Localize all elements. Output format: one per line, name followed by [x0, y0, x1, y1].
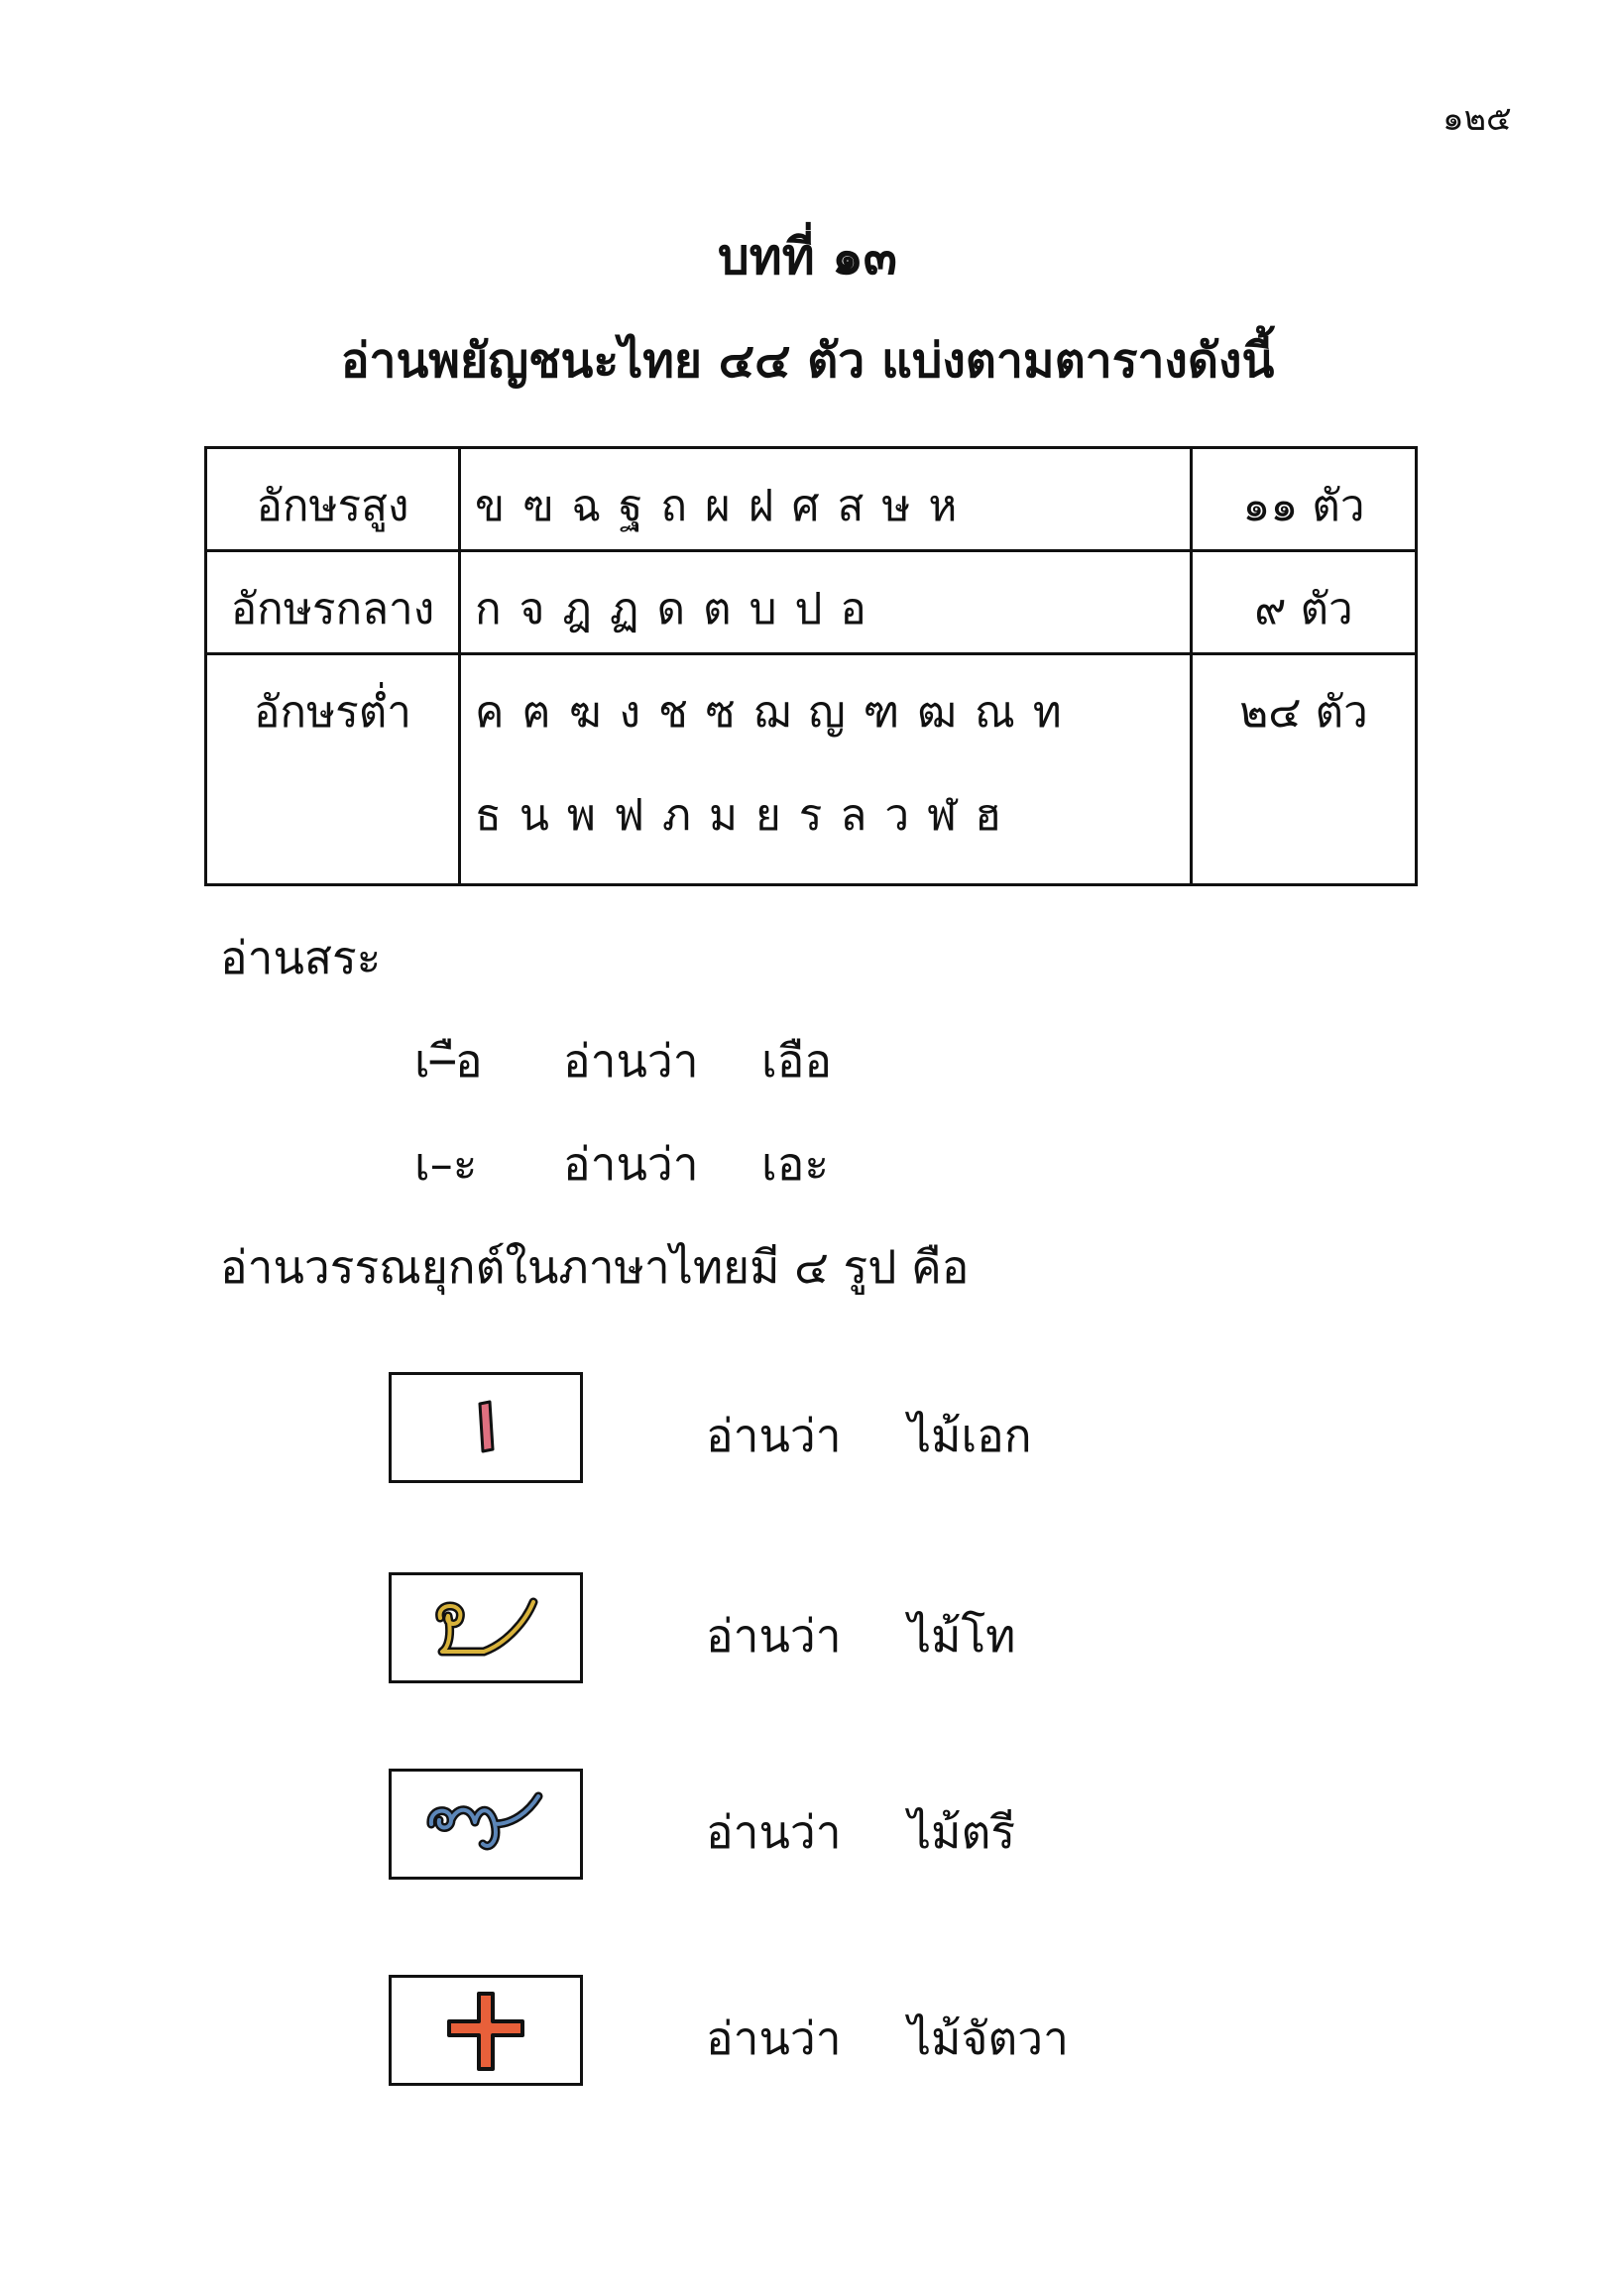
tone-name: ไม้โท: [908, 1609, 1016, 1663]
tone-name: ไม้ตรี: [908, 1805, 1016, 1859]
tone-box: [389, 1769, 583, 1880]
vowel-heading: อ่านสระ: [220, 931, 382, 984]
tone-name: ไม้จัตวา: [908, 2011, 1069, 2065]
table-row-high: [206, 448, 1417, 551]
tone-name: ไม้เอก: [908, 1409, 1032, 1462]
vowel-name: เอะ: [761, 1137, 830, 1191]
class-label-low: อักษรต่ำ: [206, 654, 460, 885]
tone-box: [389, 1572, 583, 1683]
tone-reads: อ่านว่า: [706, 1409, 842, 1462]
tone-box: [389, 1372, 583, 1483]
consonant-table: [204, 446, 1418, 886]
tone-box: [389, 1975, 583, 2086]
vowel-item: [414, 1025, 832, 1097]
mai-tri-icon: [421, 1784, 550, 1864]
letters-high: ข ฃ ฉ ฐ ถ ผ ฝ ศ ส ษ ห: [460, 448, 1192, 551]
count-high: ๑๑ ตัว: [1192, 448, 1417, 551]
letters-low-line1: ค ฅ ฆ ง ช ซ ฌ ญ ฑ ฒ ณ ท: [475, 687, 1064, 738]
letters-mid: ก จ ฎ ฏ ด ต บ ป อ: [460, 551, 1192, 654]
vowel-reads: อ่านว่า: [563, 1034, 699, 1088]
vowel-item: [414, 1128, 829, 1201]
tone-item: [389, 1769, 1182, 1888]
tone-item: [389, 1975, 1182, 2094]
vowel-reads: อ่านว่า: [563, 1137, 699, 1191]
chapter-title: บทที่ ๑๓: [718, 228, 897, 286]
page-number: ๑๒๕: [1442, 99, 1512, 139]
tone-reads: อ่านว่า: [706, 1609, 842, 1663]
tone-heading: อ่านวรรณยุกต์ในภาษาไทยมี ๔ รูป คือ: [220, 1240, 970, 1294]
vowel-name: เอือ: [761, 1034, 832, 1088]
letters-low: [460, 654, 1192, 885]
mai-tho-icon: [426, 1588, 545, 1667]
tone-item: [389, 1372, 1182, 1491]
tone-item: [389, 1572, 1182, 1691]
vowel-form: เ–ือ: [414, 1034, 483, 1088]
class-label-high: อักษรสูง: [206, 448, 460, 551]
table-row-mid: [206, 551, 1417, 654]
tone-reads: อ่านว่า: [706, 2011, 842, 2065]
subtitle: อ่านพยัญชนะไทย ๔๔ ตัว แบ่งตามตารางดังนี้: [340, 333, 1275, 389]
mai-chattawa-icon: [441, 1986, 530, 2075]
letters-low-line2: ธ น พ ฟ ภ ม ย ร ล ว ฬ ฮ: [475, 790, 1003, 841]
count-low: ๒๔ ตัว: [1192, 654, 1417, 885]
class-label-mid: อักษรกลาง: [206, 551, 460, 654]
tone-reads: อ่านว่า: [706, 1805, 842, 1859]
mai-ek-icon: [456, 1388, 516, 1467]
count-mid: ๙ ตัว: [1192, 551, 1417, 654]
table-row-low: [206, 654, 1417, 885]
vowel-form: เ–ะ: [414, 1137, 478, 1191]
